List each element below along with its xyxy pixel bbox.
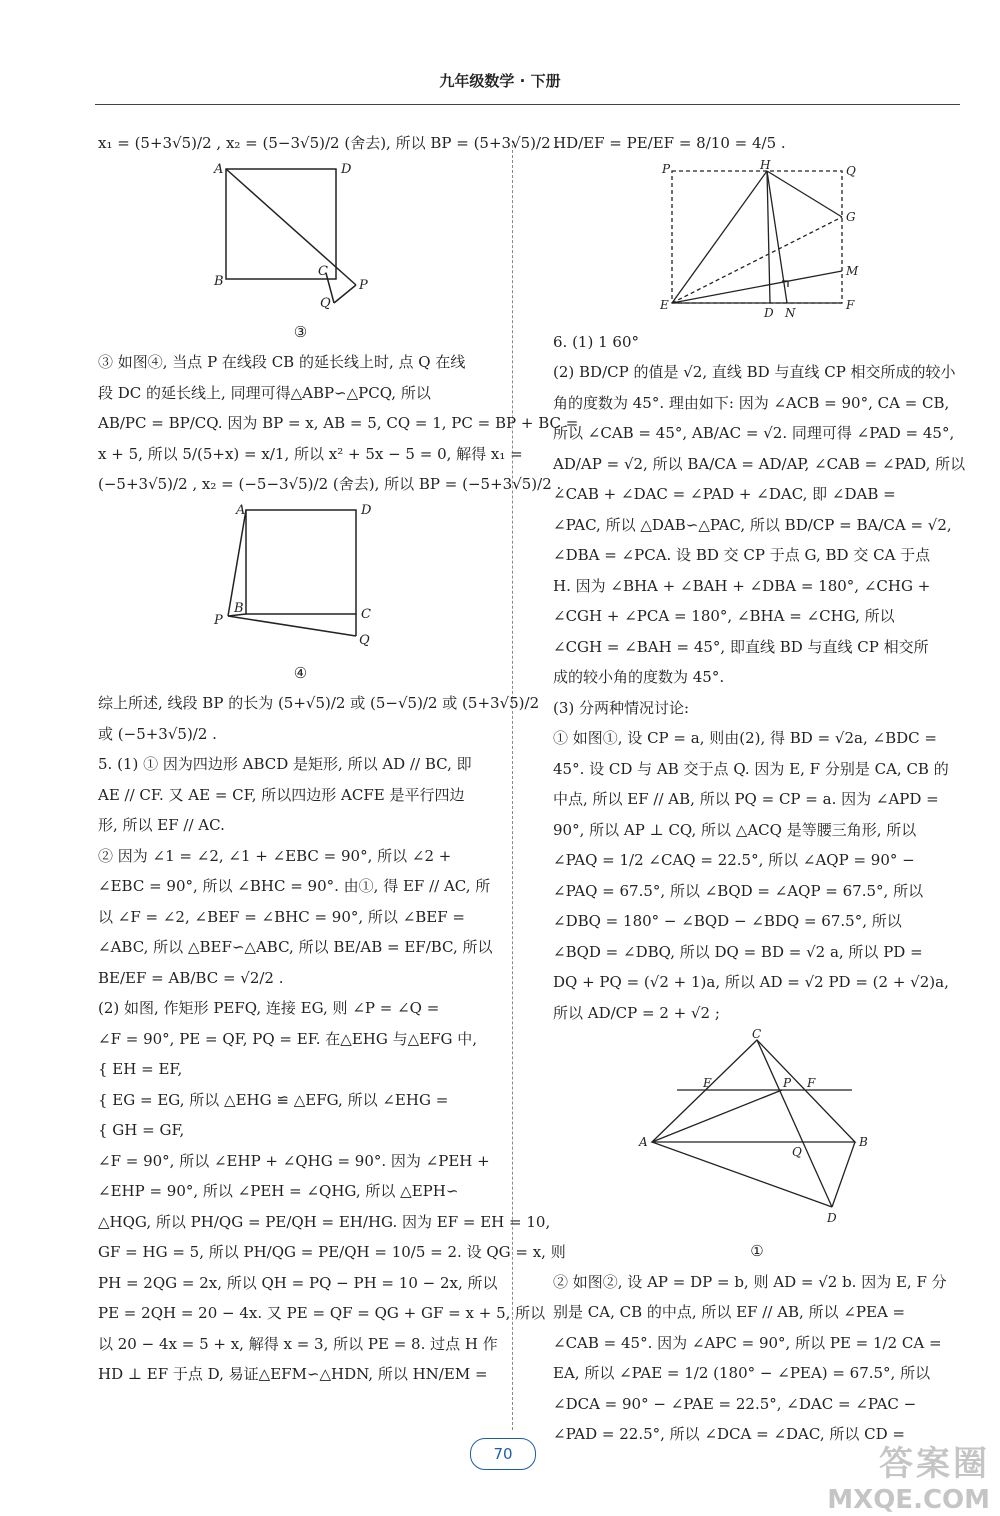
figure-4	[186, 504, 416, 654]
label-d: D	[827, 1211, 837, 1225]
label-b: B	[233, 600, 244, 616]
text-line: 综上所述, 线段 BP 的长为 (5+√5)/2 或 (5−√5)/2 或 (5+3√5)/2	[98, 694, 540, 712]
text-line: ∠EHP = 90°, 所以 ∠PEH = ∠QHG, 所以 △EPH∽	[98, 1182, 459, 1200]
label-p: P	[662, 161, 671, 176]
text-line: ∠DBA = ∠PCA. 设 BD 交 CP 于点 G, BD 交 CA 于点	[553, 546, 931, 564]
label-f: F	[807, 1076, 816, 1090]
text-line: ∠DCA = 90° − ∠PAE = 22.5°, ∠DAC = ∠PAC −	[553, 1394, 917, 1413]
text-line: ∠ABC, 所以 △BEF∽△ABC, 所以 BE/AB = EF/BC, 所以	[98, 938, 493, 956]
segment-ap	[652, 1090, 782, 1142]
label-n: N	[785, 305, 796, 320]
text-line: ∠F = 90°, PE = QF, PQ = EF. 在△EHG 与△EFG 中,	[98, 1029, 478, 1048]
square-abcd	[226, 169, 336, 279]
text-line: x + 5, 所以 5/(5+x) = x/1, 所以 x² + 5x − 5 = 0, 解得 x₁ =	[98, 444, 523, 463]
text-line: AE // CF. 又 AE = CF, 所以四边形 ACFE 是平行四边	[98, 785, 465, 804]
text-line: ② 如图②, 设 AP = DP = b, 则 AD = √2 b. 因为 E, F 分	[553, 1272, 947, 1291]
label-a: A	[235, 502, 245, 518]
text-line: ∠DBQ = 180° − ∠BQD − ∠BDQ = 67.5°, 所以	[553, 912, 902, 930]
text-line: H. 因为 ∠BHA + ∠BAH + ∠DBA = 180°, ∠CHG +	[553, 576, 931, 595]
text-line: AD/AP = √2, 所以 BA/CA = AD/AP, ∠CAB = ∠PAD, 所以	[553, 454, 966, 473]
label-d: D	[764, 305, 774, 320]
watermark-title: 答案圈	[879, 1444, 990, 1484]
text-line: BE/EF = AB/BC = √2/2 .	[98, 968, 284, 987]
text-line: ∠CAB + ∠DAC = ∠PAD + ∠DAC, 即 ∠DAB =	[553, 485, 896, 503]
text-line: PE = 2QH = 20 − 4x. 又 PE = QF = QG + GF = x + 5, 所以	[98, 1304, 546, 1322]
segment-qp	[334, 285, 356, 303]
label-a: A	[213, 161, 223, 177]
text-line: (2) 如图, 作矩形 PEFQ, 连接 EG, 则 ∠P = ∠Q =	[98, 999, 440, 1017]
text-line: ∠F = 90°, 所以 ∠EHP + ∠QHG = 90°. 因为 ∠PEH +	[98, 1151, 490, 1170]
text-line: 45°. 设 CD 与 AB 交于点 Q. 因为 E, F 分别是 CA, CB 的	[553, 759, 949, 778]
text-line: ① 如图①, 设 CP = a, 则由(2), 得 BD = √2a, ∠BDC =	[553, 729, 937, 747]
label-q: Q	[792, 1145, 802, 1159]
text-line: ③ 如图④, 当点 P 在线段 CB 的延长线上时, 点 Q 在线	[98, 353, 466, 371]
label-p: P	[783, 1076, 792, 1090]
label-p: P	[213, 612, 223, 628]
text-line: ∠PAQ = 67.5°, 所以 ∠BQD = ∠AQP = 67.5°, 所以	[553, 881, 924, 900]
right-column	[553, 128, 966, 1450]
figure-4-caption: ④	[293, 663, 308, 682]
text-line: 所以 ∠CAB = 45°, AB/AC = √2. 同理可得 ∠PAD = 45°,	[553, 424, 955, 442]
text-line: 形, 所以 EF // AC.	[98, 816, 225, 834]
label-q: Q	[358, 632, 370, 648]
label-e: E	[703, 1076, 712, 1090]
text-line: 6. (1) 1 60°	[553, 332, 639, 351]
square-abcd	[246, 510, 356, 614]
text-line: ∠PAD = 22.5°, 所以 ∠DCA = ∠DAC, 所以 CD =	[553, 1425, 905, 1443]
label-b: B	[213, 273, 224, 289]
segment-em	[672, 271, 842, 303]
text-line: 90°, 所以 AP ⊥ CQ, 所以 △ACQ 是等腰三角形, 所以	[553, 820, 917, 839]
text-line: 5. (1) ① 因为四边形 ABCD 是矩形, 所以 AD // BC, 即	[98, 755, 472, 773]
text-line: HD/EF = PE/EF = 8/10 = 4/5 .	[553, 134, 786, 152]
text-line: 所以 AD/CP = 2 + √2 ;	[553, 1003, 720, 1022]
figure-rectangle-pefq	[642, 157, 872, 323]
header-rule	[95, 104, 960, 105]
text-line: ② 因为 ∠1 = ∠2, ∠1 + ∠EBC = 90°, 所以 ∠2 +	[98, 846, 452, 865]
text-line: DQ + PQ = (√2 + 1)a, 所以 AD = √2 PD = (2 + √2)a,	[553, 973, 949, 991]
segment-eh	[672, 171, 767, 303]
segment-bd	[832, 1142, 855, 1207]
page-header: 九年级数学 · 下册	[439, 72, 561, 90]
watermark	[800, 1436, 990, 1515]
watermark-url: MXQE.COM	[827, 1485, 990, 1515]
text-line: △HQG, 所以 PH/QG = PE/QH = EH/HG. 因为 EF = EH = 10,	[98, 1212, 551, 1231]
text-line: (3) 分两种情况讨论:	[553, 698, 690, 717]
figure-1-caption: ①	[750, 1242, 764, 1260]
text-line: 以 20 − 4x = 5 + x, 解得 x = 3, 所以 PE = 8. 过点 H 作	[98, 1334, 498, 1353]
text-line: 以 ∠F = ∠2, ∠BEF = ∠BHC = 90°, 所以 ∠BEF =	[98, 907, 465, 926]
label-q: Q	[846, 163, 856, 178]
segment-hg	[767, 171, 842, 217]
figure-3-caption: ③	[293, 322, 308, 341]
text-line: GF = HG = 5, 所以 PH/QG = PE/QH = 10/5 = 2. 设 QG = x, 则	[98, 1243, 566, 1261]
left-column	[98, 128, 579, 1390]
text-line: (2) BD/CP 的值是 √2, 直线 BD 与直线 CP 相交所成的较小	[553, 363, 956, 381]
text-line: { GH = GF,	[98, 1121, 185, 1139]
text-line: (−5+3√5)/2 , x₂ = (−5−3√5)/2 (舍去), 所以 BP = (−5+3√5)/2 .	[98, 475, 562, 493]
text-line: ∠PAC, 所以 △DAB∽△PAC, 所以 BD/CP = BA/CA = √2,	[553, 515, 952, 534]
label-f: F	[846, 297, 855, 312]
label-q: Q	[319, 295, 331, 311]
label-h: H	[760, 157, 771, 172]
text-line: { EG = EG, 所以 △EHG ≌ △EFG, 所以 ∠EHG =	[98, 1090, 449, 1109]
column-divider	[512, 140, 513, 1430]
text-line: 成的较小角的度数为 45°.	[553, 668, 725, 686]
label-m: M	[846, 263, 859, 278]
text-line: ∠BQD = ∠DBQ, 所以 DQ = BD = √2 a, 所以 PD =	[553, 942, 923, 961]
page-number: 70	[470, 1438, 536, 1470]
text-line: EA, 所以 ∠PAE = 1/2 (180° − ∠PEA) = 67.5°, 所以	[553, 1364, 931, 1382]
label-c: C	[752, 1027, 762, 1041]
text-line: 别是 CA, CB 的中点, 所以 EF // AB, 所以 ∠PEA =	[553, 1303, 906, 1321]
label-c: C	[360, 606, 371, 622]
text-line: ∠CAB = 45°. 因为 ∠APC = 90°, 所以 PE = 1/2 CA =	[553, 1333, 942, 1352]
text-line: 或 (−5+3√5)/2 .	[98, 724, 217, 743]
segment-eg	[672, 217, 842, 303]
text-line: 段 DC 的延长线上, 同理可得△ABP∽△PCQ, 所以	[98, 383, 431, 402]
text-line: 角的度数为 45°. 理由如下: 因为 ∠ACB = 90°, CA = CB,	[553, 393, 950, 412]
text-line: ∠CGH = ∠BAH = 45°, 即直线 BD 与直线 CP 相交所	[553, 637, 929, 656]
segment-cd	[757, 1040, 832, 1207]
label-e: E	[660, 297, 669, 312]
segment-ad	[652, 1142, 832, 1207]
figure-3	[186, 163, 416, 313]
label-b: B	[859, 1135, 868, 1149]
label-c: C	[317, 263, 328, 279]
label-d: D	[340, 161, 351, 177]
label-g: G	[846, 209, 856, 224]
text-line: AB/PC = BP/CQ. 因为 BP = x, AB = 5, CQ = 1, PC = BP + BC =	[98, 414, 579, 432]
text-line: ∠PAQ = 1/2 ∠CAQ = 22.5°, 所以 ∠AQP = 90° −	[553, 851, 915, 869]
text-line: PH = 2QG = 2x, 所以 QH = PQ − PH = 10 − 2x, 所以	[98, 1273, 498, 1292]
text-line: 中点, 所以 EF // AB, 所以 PQ = CP = a. 因为 ∠APD =	[553, 790, 939, 808]
label-a: A	[639, 1135, 648, 1149]
text-line: x₁ = (5+3√5)/2 , x₂ = (5−3√5)/2 (舍去), 所以 BP = (5+3√5)/2 .	[98, 134, 561, 152]
text-line: ∠EBC = 90°, 所以 ∠BHC = 90°. 由①, 得 EF // AC, 所	[98, 877, 491, 895]
text-line: { EH = EF,	[98, 1060, 183, 1078]
segment-pq	[228, 616, 356, 636]
label-d: D	[360, 502, 371, 518]
text-line: HD ⊥ EF 于点 D, 易证△EFM∽△HDN, 所以 HN/EM =	[98, 1365, 488, 1383]
text-line: ∠CGH + ∠PCA = 180°, ∠BHA = ∠CHG, 所以	[553, 607, 895, 625]
triangle-acb	[652, 1040, 855, 1142]
label-p: P	[358, 277, 368, 293]
figure-1	[637, 1027, 877, 1232]
rectangle-pefq	[672, 171, 842, 303]
